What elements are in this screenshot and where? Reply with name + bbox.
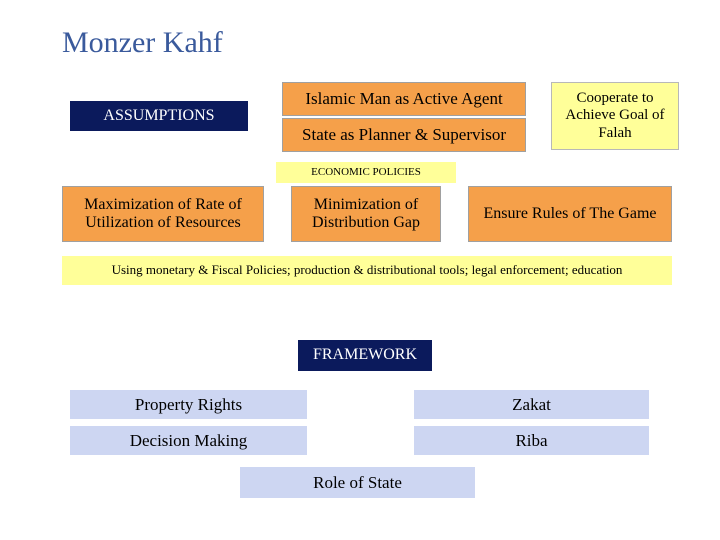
role-of-state-text: Role of State [313,472,402,492]
policy-maximization-box [62,186,264,242]
decision-making-text: Decision Making [129,430,248,450]
state-planner-box [282,118,526,152]
zakat-text: Zakat [512,394,551,414]
framework-label-text: FRAMEWORK [312,346,417,364]
state-planner-text: State as Planner & Supervisor [302,125,506,145]
falah-goal-box [551,82,679,150]
decision-making-box [70,426,307,455]
policy-maximization-text: Maximization of Rate of Utilization of Resources [84,195,242,231]
role-of-state-box [240,467,475,498]
slide-title: Monzer Kahf [62,26,223,59]
property-rights-text: Property Rights [134,394,243,414]
policy-tools-bar [62,256,672,285]
policy-minimization-text: Minimization of Distribution Gap [312,195,420,231]
islamic-man-text: Islamic Man as Active Agent [305,89,503,109]
falah-goal-text: Cooperate to Achieve Goal of Falah [565,90,665,141]
assumptions-label [70,101,248,131]
property-rights-box [70,390,307,419]
policy-tools-text: Using monetary & Fiscal Policies; production & distributional tools; legal enforcement; education [111,262,623,278]
policy-minimization-box [291,186,441,242]
policy-rules-text: Ensure Rules of The Game [483,204,657,222]
zakat-box [414,390,649,419]
policy-rules-box [468,186,672,242]
islamic-man-box [282,82,526,116]
riba-box [414,426,649,455]
economic-policies-label [276,162,456,183]
riba-text: Riba [515,430,548,450]
framework-label [298,340,432,371]
economic-policies-label-text: ECONOMIC POLICIES [311,166,421,179]
assumptions-label-text: ASSUMPTIONS [103,106,215,124]
